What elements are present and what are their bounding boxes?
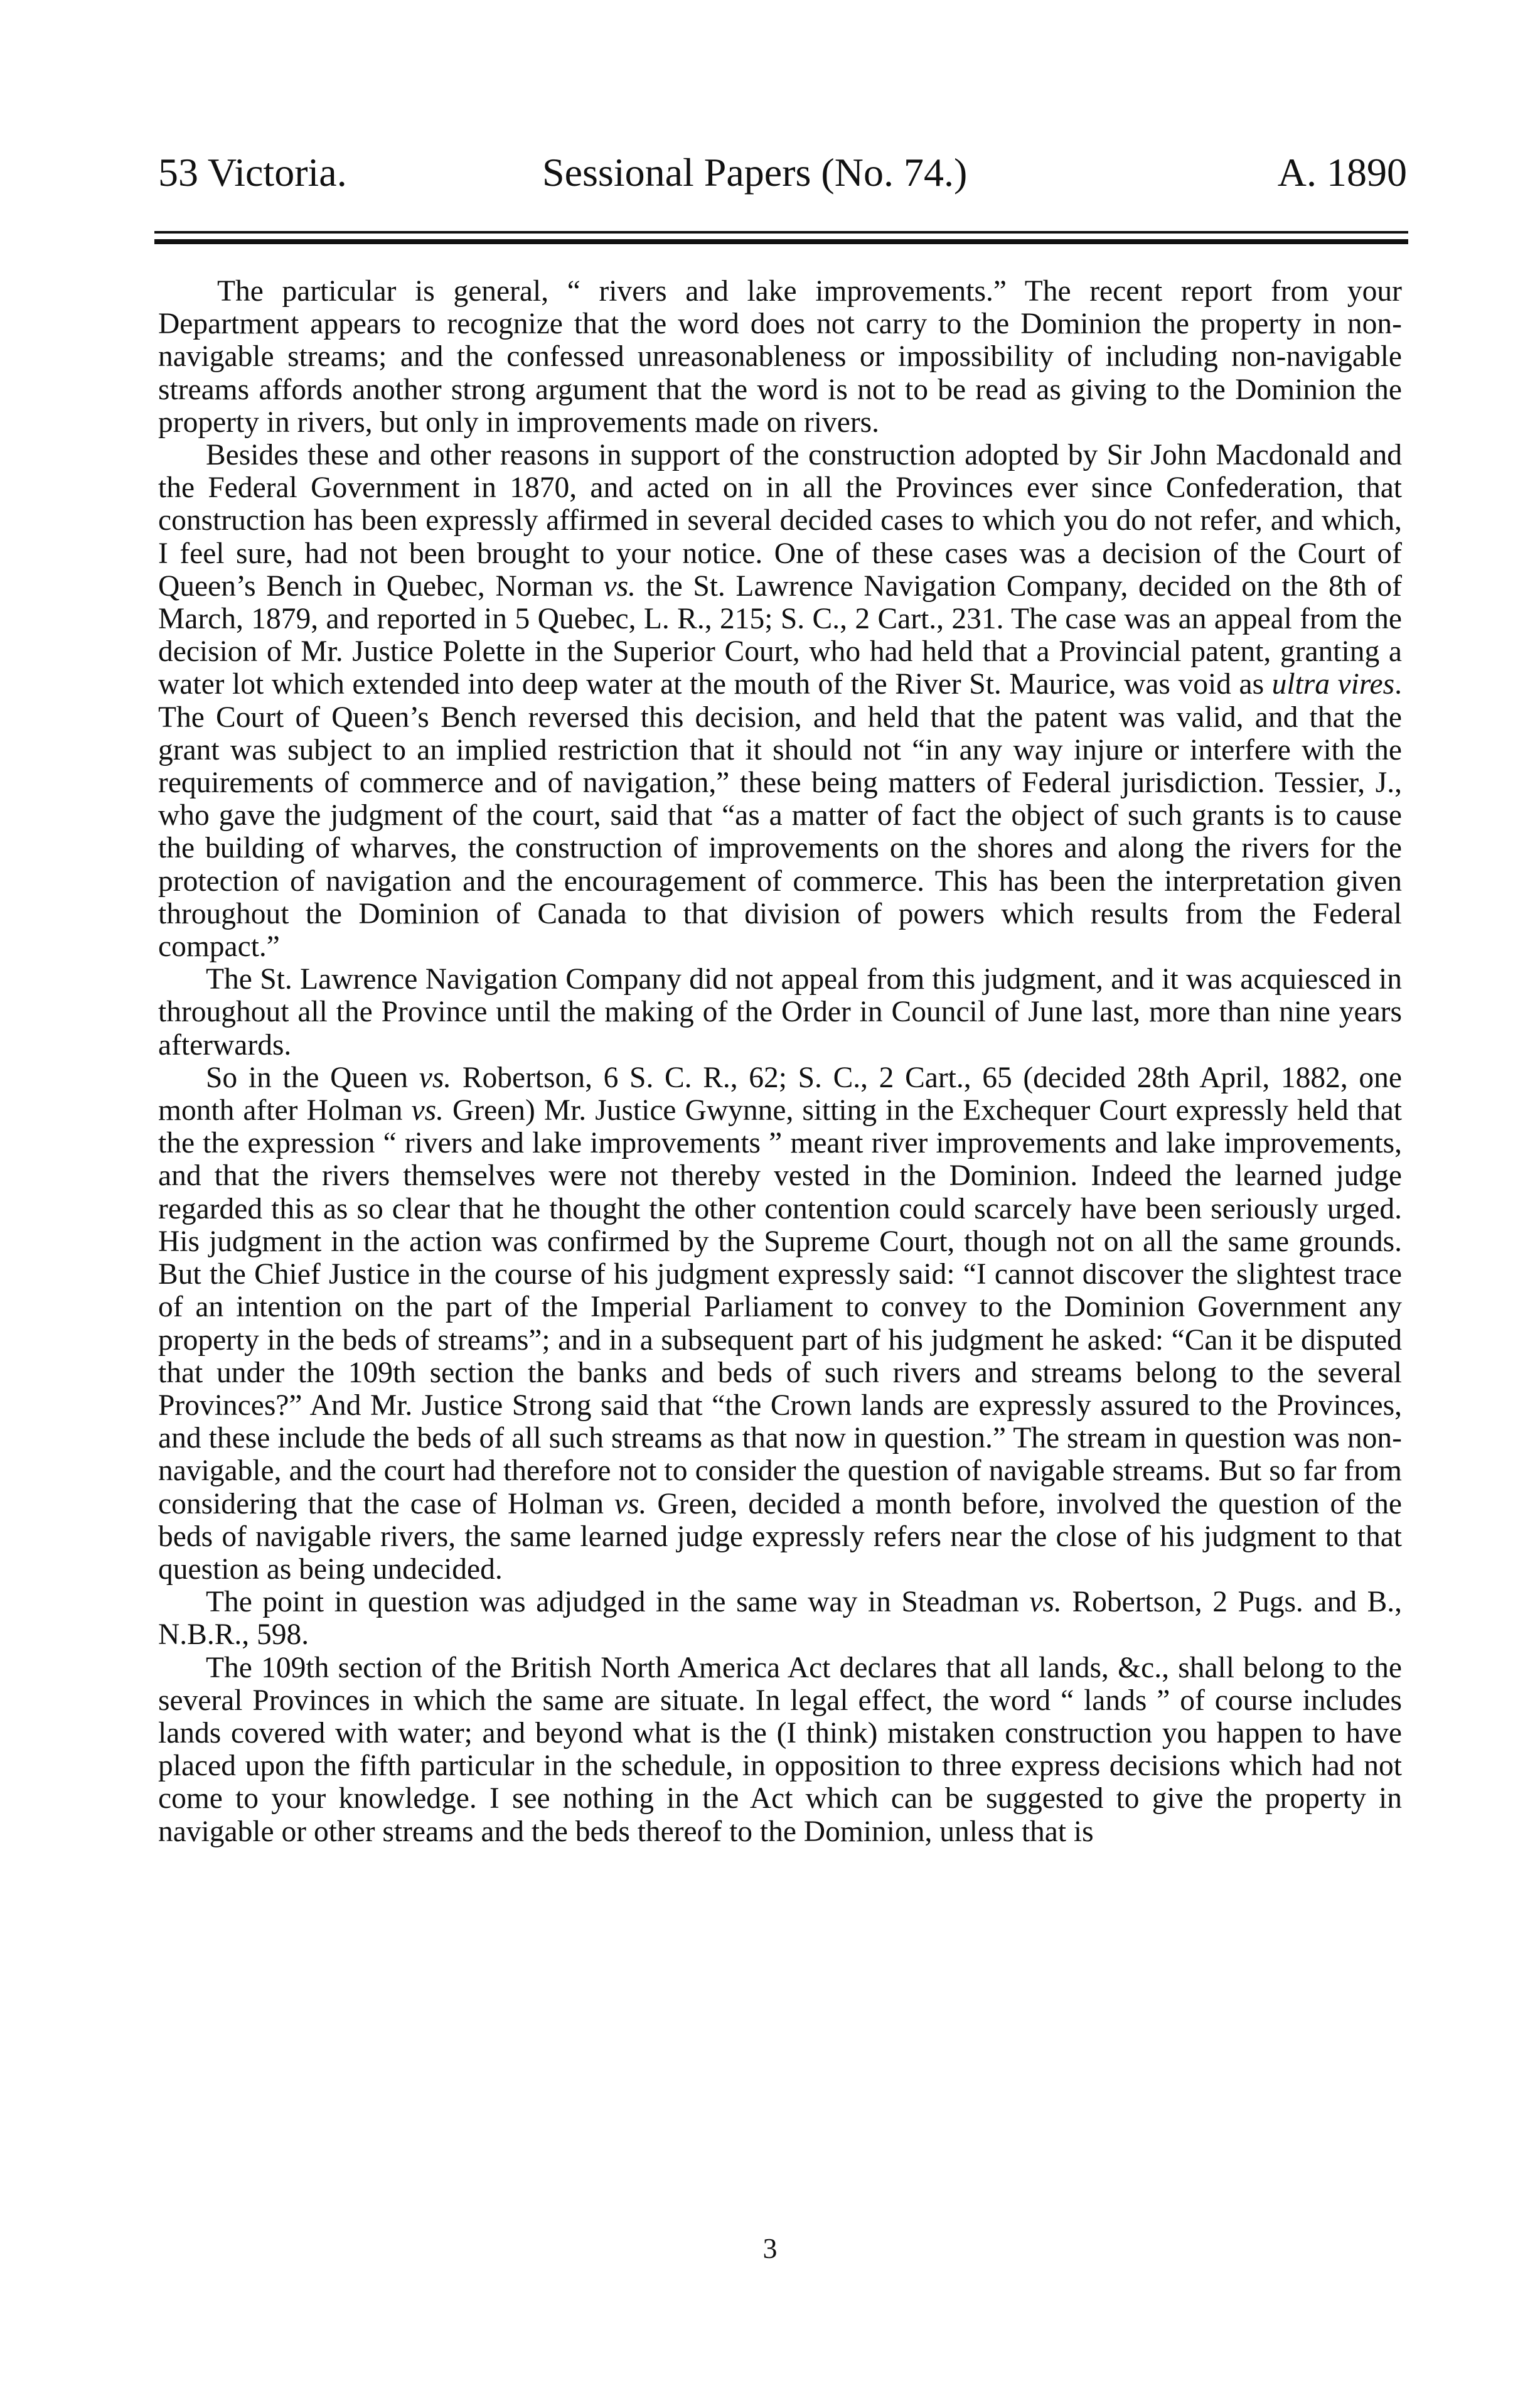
italic-term: vs.	[1029, 1586, 1062, 1619]
running-header	[158, 144, 1407, 201]
header-year: A. 1890	[1277, 150, 1407, 195]
page-number: 3	[762, 2232, 778, 2264]
header-title: Sessional Papers (No. 74.)	[542, 150, 968, 195]
italic-term: vs.	[411, 1094, 444, 1127]
header-rule-thin	[154, 231, 1408, 234]
header-session: 53 Victoria.	[158, 150, 347, 195]
paragraph: The St. Lawrence Navigation Company did not appeal from this judgment, and it was acquiesced in throughout all the Province until the making of the Order in Council of June last, more than nine years afterwards.	[158, 963, 1402, 1062]
body-text	[158, 275, 1402, 1848]
header-rule-thick	[154, 239, 1408, 244]
paragraph: Besides these and other reasons in support of the construction adopted by Sir John Macdonald and the Federal Government in 1870, and acted on in all the Provinces ever since Confederation, that construction has been expressly affirmed in several decided cases to which you do not refer, and which, I feel sure, had not been brought to your notice. One of these cases was a decision of the Court of Queen’s Bench in Quebec, Norman vs. the St. Lawrence Navigation Company, decided on the 8th of March, 1879, and reported in 5 Quebec, L. R., 215; S. C., 2 Cart., 231. The case was an appeal from the decision of Mr. Justice Polette in the Superior Court, who had held that a Provincial patent, granting a water lot which extended into deep water at the mouth of the River St. Maurice, was void as ultra vires. The Court of Queen’s Bench reversed this decision, and held that the patent was valid, and that the grant was subject to an implied restriction that it should not “in any way injure or interfere with the requirements of commerce and of navigation,” these being matters of Federal jurisdiction. Tessier, J., who gave the judgment of the court, said that “as a matter of fact the object of such grants is to cause the building of wharves, the construction of improvements on the shores and along the rivers for the protection of navigation and the encouragement of commerce. This has been the interpretation given throughout the Dominion of Canada to that division of powers which results from the Federal compact.”	[158, 439, 1402, 964]
italic-term: vs.	[419, 1061, 452, 1094]
italic-term: vs.	[614, 1487, 647, 1520]
paragraph: The particular is general, “ rivers and lake improvements.” The recent report from your Department appears to recognize that the word does not carry to the Dominion the property in non-navigable streams; and the confessed unreasonableness or impossibility of including non-navigable streams affords another strong argument that the word is not to be read as giving to the Dominion the property in rivers, but only in improvements made on rivers.	[158, 275, 1402, 439]
italic-term: vs.	[603, 569, 636, 603]
paragraph: The 109th section of the British North America Act declares that all lands, &c., shall belong to the several Provinces in which the same are situate. In legal effect, the word “ lands ” of course includes lands covered with water; and beyond what is the (I think) mistaken construction you happen to have placed upon the fifth particular in the schedule, in opposition to three express decisions which had not come to your knowledge. I see nothing in the Act which can be suggested to give the property in navigable or other streams and the beds thereof to the Dominion, unless that is	[158, 1651, 1402, 1848]
italic-term: ultra vires	[1271, 668, 1395, 701]
paragraph: So in the Queen vs. Robertson, 6 S. C. R., 62; S. C., 2 Cart., 65 (decided 28th April, 1882, one month after Holman vs. Green) Mr. Justice Gwynne, sitting in the Exchequer Court expressly held that the the expression “ rivers and lake improvements ” meant river improvements and lake improvements, and that the rivers themselves were not thereby vested in the Dominion. Indeed the learned judge regarded this as so clear that he thought the other contention could scarcely have been seriously urged. His judgment in the action was confirmed by the Supreme Court, though not on all the same grounds. But the Chief Justice in the course of his judgment expressly said: “I cannot discover the slightest trace of an intention on the part of the Imperial Parliament to convey to the Dominion Government any property in the beds of streams”; and in a subsequent part of his judgment he asked: “Can it be disputed that under the 109th section the banks and beds of such rivers and streams belong to the several Provinces?” And Mr. Justice Strong said that “the Crown lands are expressly assured to the Provinces, and these include the beds of all such streams as that now in question.” The stream in question was non-navigable, and the court had therefore not to consider the question of navigable streams. But so far from considering that the case of Holman vs. Green, decided a month before, involved the question of the beds of navigable rivers, the same learned judge expressly refers near the close of his judgment to that question as being undecided.	[158, 1061, 1403, 1586]
paragraph: The point in question was adjudged in the same way in Steadman vs. Robertson, 2 Pugs. and B., N.B.R., 598.	[158, 1586, 1402, 1652]
